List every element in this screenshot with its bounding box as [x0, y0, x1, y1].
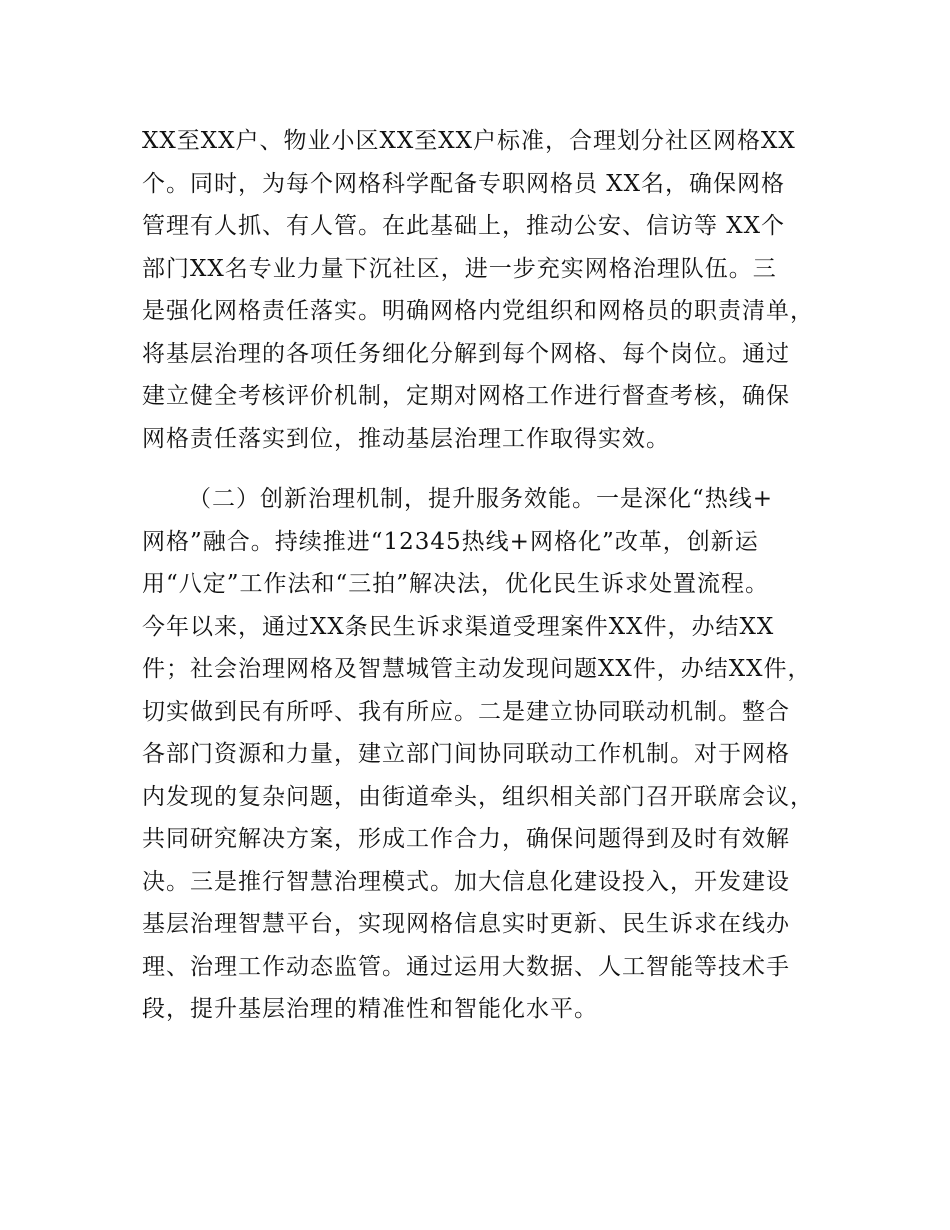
- text-line: XX至XX户、物业小区XX至XX户标准，合理划分社区网格XX: [142, 128, 796, 154]
- text-line: 今年以来，通过XX条民生诉求渠道受理案件XX件，办结XX: [142, 613, 775, 640]
- text-line: 建立健全考核评价机制，定期对网格工作进行督查考核，确保: [142, 383, 790, 409]
- text-line: 各部门资源和力量，建立部门间协同联动工作机制。对于网格: [142, 741, 790, 767]
- text-line: 决。三是推行智慧治理模式。加大信息化建设投入，开发建设: [142, 868, 790, 895]
- section-heading-line: （二）创新治理机制，提升服务效能。一是深化“热线+: [188, 486, 774, 512]
- text-line: 用“八定”工作法和“三拍”解决法，优化民生诉求处置流程。: [142, 571, 770, 597]
- text-line: 理、治理工作动态监管。通过运用大数据、人工智能等技术手: [142, 953, 790, 980]
- text-line: 件；社会治理网格及智慧城管主动发现问题XX件，办结XX件，: [142, 656, 812, 682]
- text-line: 网格”融合。持续推进“12345热线+网格化”改革，创新运: [142, 528, 759, 555]
- text-line: 部门XX名专业力量下沉社区，进一步充实网格治理队伍。三: [142, 255, 777, 282]
- text-line: 管理有人抓、有人管。在此基础上，推动公安、信访等 XX个: [142, 213, 786, 239]
- text-line: 个。同时，为每个网格科学配备专职网格员 XX名，确保网格: [142, 170, 786, 197]
- paragraph-1: [142, 120, 822, 460]
- text-line: 基层治理智慧平台，实现网格信息实时更新、民生诉求在线办: [142, 911, 790, 937]
- text-line: 是强化网格责任落实。明确网格内党组织和网格员的职责清单，: [142, 298, 814, 324]
- text-line: 网格责任落实到位，推动基层治理工作取得实效。: [142, 425, 670, 452]
- text-line: 段，提升基层治理的精准性和智能化水平。: [142, 996, 598, 1022]
- text-line: 内发现的复杂问题，由街道牵头，组织相关部门召开联席会议，: [142, 783, 814, 810]
- text-line: 将基层治理的各项任务细化分解到每个网格、每个岗位。通过: [142, 340, 790, 367]
- text-line: 共同研究解决方案，形成工作合力，确保问题得到及时有效解: [142, 826, 790, 852]
- text-line: 切实做到民有所呼、我有所应。二是建立协同联动机制。整合: [142, 698, 790, 725]
- paragraph-2: [142, 478, 822, 1031]
